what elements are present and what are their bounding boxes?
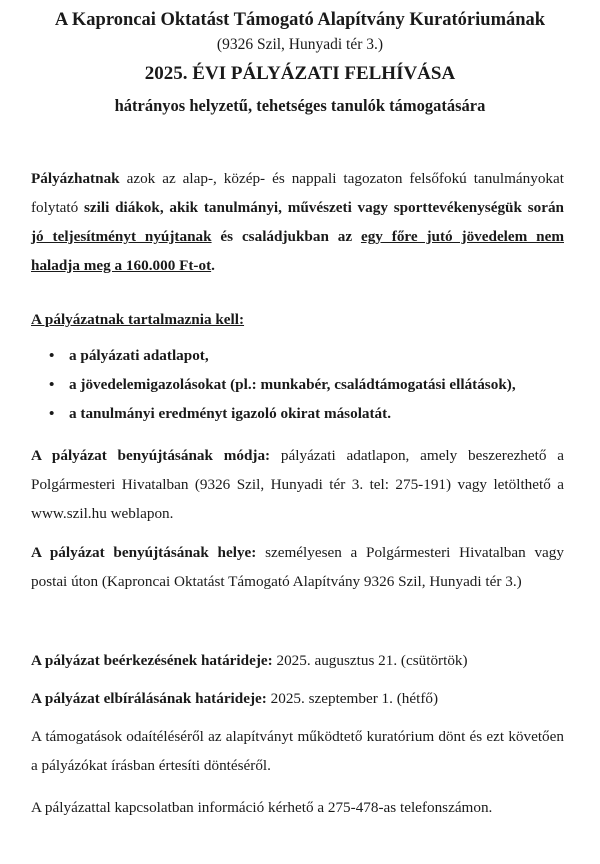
organization-name: A Kaproncai Oktatást Támogató Alapítvány Kuratóriumának — [54, 10, 546, 30]
decision-deadline-date: 2025. szeptember 1. (hétfő) — [266, 690, 439, 707]
submission-mode-text: pályázati adatlapon, amely beszerezhető a Polgármesteri Hivatalban (9326 Szil, Hunyadi tér 3. tel: 275-191) vagy letölthető a www.szil.hu weblapon. — [31, 447, 564, 522]
receipt-deadline-label: A pályázat beérkezésének határideje: — [31, 652, 273, 669]
decision-deadline-label: A pályázat elbírálásának határideje: — [31, 690, 267, 707]
eligibility-lead: Pályázhatnak — [31, 170, 120, 187]
requirement-text: a tanulmányi eredményt igazoló okirat másolatát. — [69, 405, 392, 422]
requirements-list — [31, 341, 571, 428]
requirements-title: A pályázatnak tartalmaznia kell: — [31, 311, 245, 328]
eligibility-underline-2: egy főre jutó jövedelem nem haladja meg a 160.000 Ft-ot — [31, 228, 564, 274]
contact-info: A pályázattal kapcsolatban információ kérhető a 275-478-as telefonszámon. — [31, 799, 493, 816]
organization-address: (9326 Szil, Hunyadi tér 3.) — [216, 36, 384, 53]
submission-place-paragraph — [31, 538, 564, 596]
eligibility-text-2: és családjukban az — [211, 228, 361, 245]
document-title: 2025. ÉVI PÁLYÁZATI FELHÍVÁSA — [144, 63, 456, 84]
bullet-icon: • — [49, 347, 55, 364]
eligibility-underline-1: jó teljesítményt nyújtanak — [31, 228, 212, 245]
submission-mode-label: A pályázat benyújtásának módja: — [31, 447, 271, 464]
eligibility-paragraph — [31, 164, 564, 280]
list-item — [31, 399, 571, 428]
submission-place-text: személyesen a Polgármesteri Hivatalban vagy postai úton (Kaproncai Oktatást Támogató Alapítvány 9326 Szil, Hunyadi tér 3.) — [31, 544, 564, 590]
decision-paragraph: A támogatások odaítéléséről az alapítványt működtető kuratórium dönt és ezt követően a pályázókat írásban értesíti döntéséről. — [31, 728, 564, 774]
list-item — [31, 341, 571, 370]
document-subtitle: hátrányos helyzetű, tehetséges tanulók támogatására — [114, 96, 486, 115]
requirement-text: a jövedelemigazolásokat (pl.: munkabér, családtámogatási ellátások), — [69, 376, 516, 393]
receipt-deadline-date: 2025. augusztus 21. (csütörtök) — [272, 652, 468, 669]
eligibility-text-1: azok az alap-, közép- és nappali tagozaton felsőfokú tanulmányokat folytató — [31, 170, 564, 216]
bullet-icon: • — [49, 376, 55, 393]
submission-place-label: A pályázat benyújtásának helye: — [31, 544, 257, 561]
receipt-deadline — [31, 646, 468, 675]
decision-deadline — [31, 684, 438, 713]
list-item — [31, 370, 571, 399]
eligibility-bold-1: szili diákok, akik tanulmányi, művészeti vagy sporttevékenységük során — [84, 199, 564, 216]
bullet-icon: • — [49, 405, 55, 422]
eligibility-end: . — [211, 257, 215, 274]
submission-mode-paragraph — [31, 441, 564, 528]
requirement-text: a pályázati adatlapot, — [69, 347, 209, 364]
